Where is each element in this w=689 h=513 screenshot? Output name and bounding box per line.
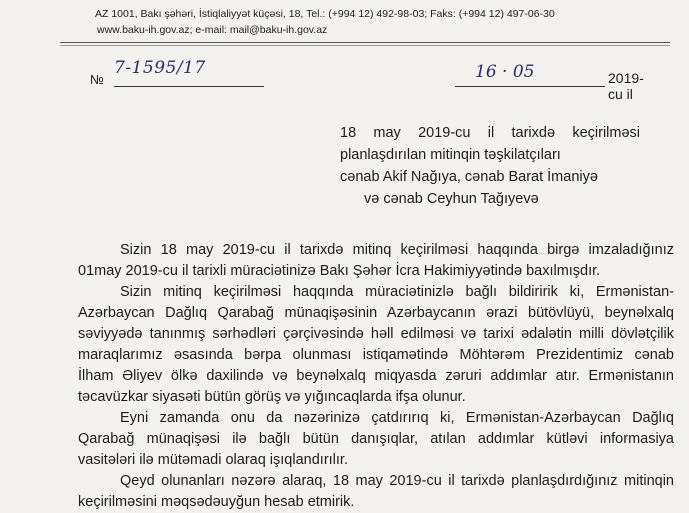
addressee-line: cənab Akif Nağıya, cənab Barat İmaniyə xyxy=(340,169,598,185)
letter-body xyxy=(78,240,674,513)
addressee-block xyxy=(340,122,640,210)
paragraph-3 xyxy=(78,408,674,471)
reference-line xyxy=(90,58,650,102)
date-underline xyxy=(455,86,605,87)
addressee-line: və cənab Ceyhun Tağıyevə xyxy=(364,191,539,207)
addressee-line: 18 may 2019-cu il tarixdə keçirilməsi xyxy=(340,125,640,141)
reference-date: 16 · 05 xyxy=(475,62,535,82)
header-divider xyxy=(60,42,670,43)
body-line: Sizin 18 may 2019-cu il tarixdə mitinq keçirilməsi haqqında birgə imzaladığınız xyxy=(120,242,674,258)
addressee-line: planlaşdırılan mitinqin təşkilatçıları xyxy=(340,147,561,163)
paragraph-2 xyxy=(78,282,674,408)
number-underline xyxy=(114,86,264,87)
reference-number: 7-1595/17 xyxy=(114,58,206,78)
letterhead xyxy=(95,6,655,38)
body-line: 01may 2019-cu il tarixli müraciətinizə Bakı Şəhər İcra Hakimiyyətində baxılmışdır. xyxy=(78,263,601,279)
body-line: Qarabağ münaqişəsi ilə bağlı bütün danışıqlar, atılan addımlar kütləvi informasiya xyxy=(78,431,674,447)
body-line: Azərbaycan Dağlıq Qarabağ münaqişəsinin Azərbaycanın ərazi bütövlüyü, beynəlxalq xyxy=(78,305,674,321)
body-line: səviyyədə tanınmış sərhədləri çərçivəsində həll edilməsi və tarixi ədalətin milli dövlətçilik xyxy=(78,326,674,342)
body-line: keçirilməsini məqsədəuyğun hesab etmirik. xyxy=(78,494,355,510)
reference-year: 2019-cu il xyxy=(608,70,644,102)
paragraph-4 xyxy=(78,471,674,513)
letterhead-address: AZ 1001, Bakı şəhəri, İstiqlaliyyət küçəsi, 18, Tel.: (+994 12) 492-98-03; Faks: (+994 12) 497-06-30 xyxy=(95,8,555,20)
body-line: İlham Əliyev ölkə daxilində və beynəlxalq miqyasda zəruri addımlar atır. Ermənistanın xyxy=(78,368,674,384)
body-line: təcavüzkar siyasəti bütün görüş və yığıncaqlarda ifşa olunur. xyxy=(78,389,466,405)
body-line: maraqlarımız əsasında bərpa olunması istiqamətində Möhtərəm Prezidentimiz cənab xyxy=(78,347,674,363)
letterhead-contacts: www.baku-ih.gov.az; e-mail: mail@baku-ih.gov.az xyxy=(97,24,328,36)
number-label: № xyxy=(90,72,104,87)
body-line: Eyni zamanda onu da nəzərinizə çatdırırıq ki, Ermənistan-Azərbaycan Dağlıq xyxy=(120,410,674,426)
paragraph-1 xyxy=(78,240,674,282)
body-line: Sizin mitinq keçirilməsi haqqında müraciətinizlə bağlı bildiririk ki, Ermənistan- xyxy=(120,284,674,300)
body-line: vasitələri ilə mütəmadi olaraq işıqlandırılır. xyxy=(78,452,348,468)
header-divider-thin xyxy=(60,45,670,46)
body-line: Qeyd olunanları nəzərə alaraq, 18 may 2019-cu il tarixdə planlaşdırdığınız mitinqin xyxy=(120,473,674,489)
